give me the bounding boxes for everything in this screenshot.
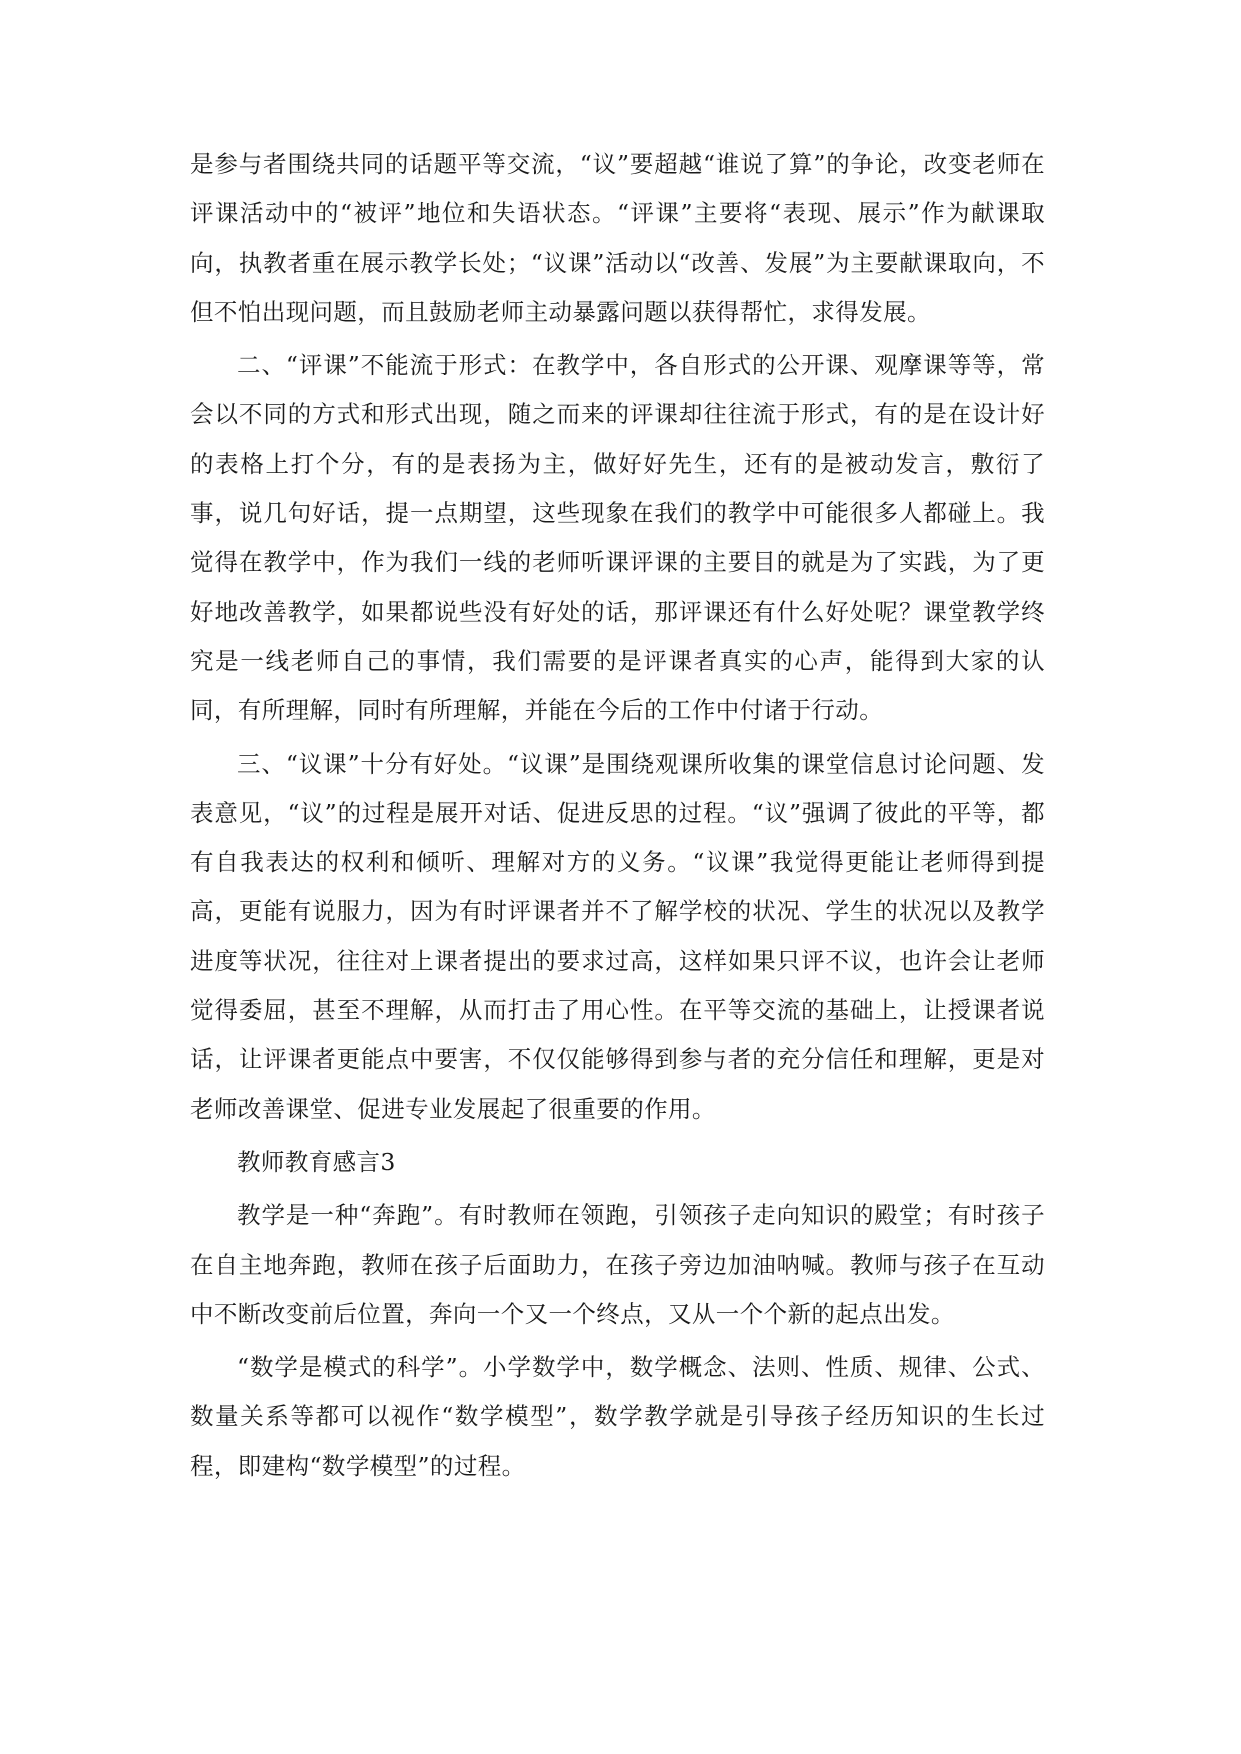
paragraph-math-model: “数学是模式的科学”。小学数学中，数学概念、法则、性质、规律、公式、数量关系等都可以视作“数学模型”，数学教学就是引导孩子经历知识的生长过程，即建构“数学模型”的过程。 bbox=[190, 1353, 1045, 1480]
paragraph-section-three: 三、“议课”十分有好处。“议课”是围绕观课所收集的课堂信息讨论问题、发表意见，“议”的过程是展开对话、促进反思的过程。“议”强调了彼此的平等，都有自我表达的权利和倾听、理解对方的义务。“议课”我觉得更能让老师得到提高，更能有说服力，因为有时评课者并不了解学校的状况、学生的状况以及教学进度等状况，往往对上课者提出的要求过高，这样如果只评不议，也许会让老师觉得委屈，甚至不理解，从而打击了用心性。在平等交流的基础上，让授课者说话，让评课者更能点中要害，不仅仅能够得到参与者的充分信任和理解，更是对老师改善课堂、促进专业发展起了很重要的作用。 bbox=[190, 749, 1045, 1123]
paragraph-teaching-run: 教学是一种“奔跑”。有时教师在领跑，引领孩子走向知识的殿堂；有时孩子在自主地奔跑，教师在孩子后面助力，在孩子旁边加油呐喊。教师与孩子在互动中不断改变前后位置，奔向一个又一个终点，又从一个个新的起点出发。 bbox=[190, 1201, 1045, 1328]
paragraph-section-two: 二、“评课”不能流于形式：在教学中，各自形式的公开课、观摩课等等，常会以不同的方式和形式出现，随之而来的评课却往往流于形式，有的是在设计好的表格上打个分，有的是表扬为主，做好好先生，还有的是被动发言，敷衍了事，说几句好话，提一点期望，这些现象在我们的教学中可能很多人都碰上。我觉得在教学中，作为我们一线的老师听课评课的主要目的就是为了实践，为了更好地改善教学，如果都说些没有好处的话，那评课还有什么好处呢？课堂教学终究是一线老师自己的事情，我们需要的是评课者真实的心声，能得到大家的认同，有所理解，同时有所理解，并能在今后的工作中付诸于行动。 bbox=[190, 351, 1045, 725]
section-heading: 教师教育感言3 bbox=[237, 1147, 396, 1176]
document-body bbox=[190, 140, 1045, 1495]
paragraph-continued: 是参与者围绕共同的话题平等交流，“议”要超越“谁说了算”的争论，改变老师在评课活动中的“被评”地位和失语状态。“评课”主要将“表现、展示”作为献课取向，执教者重在展示教学长处；“议课”活动以“改善、发展”为主要献课取向，不但不怕出现问题，而且鼓励老师主动暴露问题以获得帮忙，求得发展。 bbox=[190, 150, 1045, 326]
